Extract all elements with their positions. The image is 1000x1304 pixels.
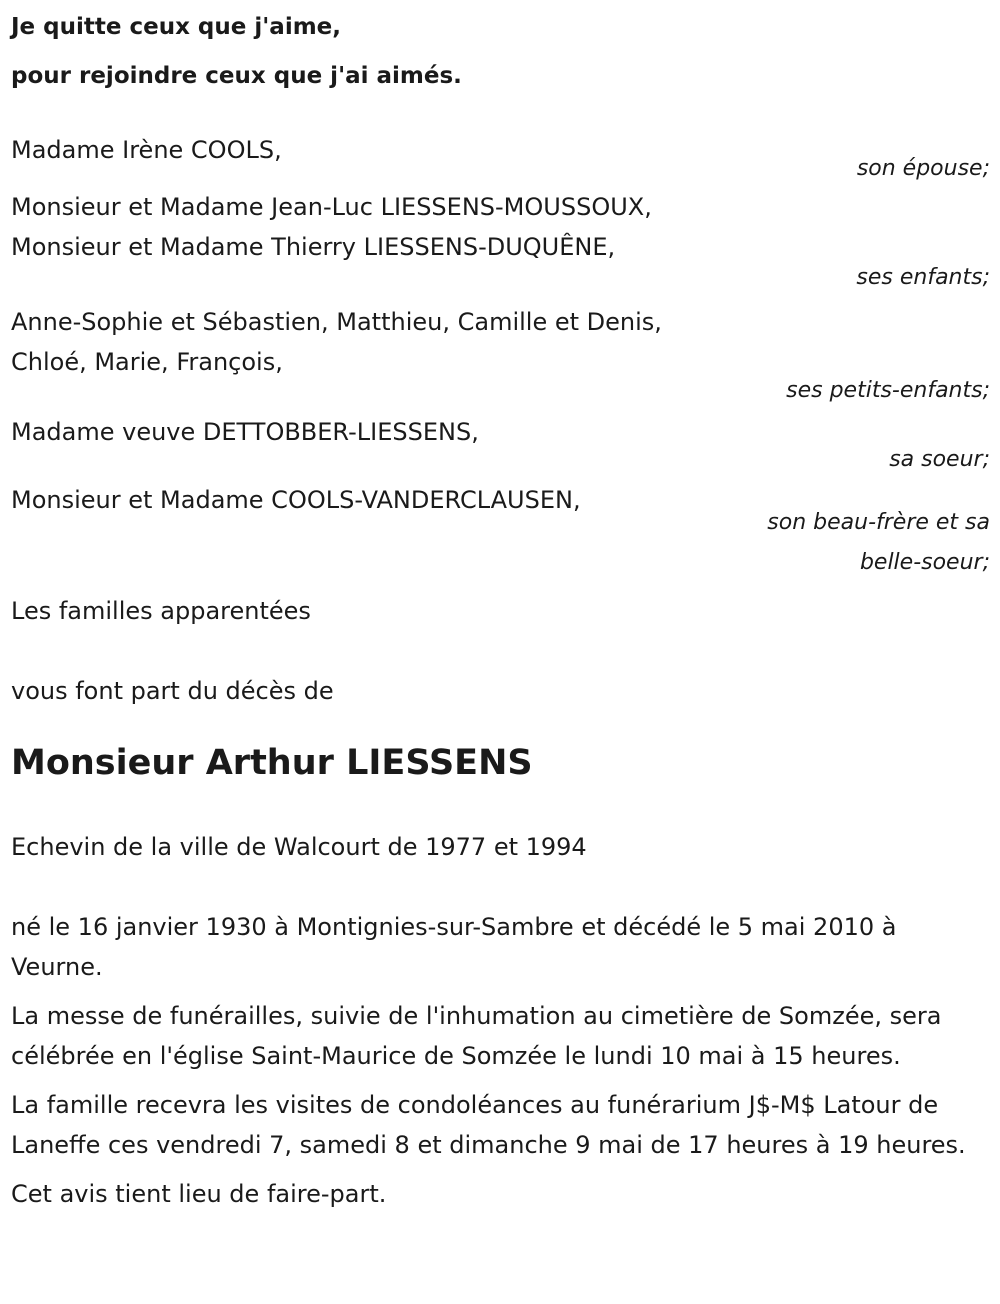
family-group-in-laws xyxy=(11,480,990,583)
family-role: ses petits-enfants; xyxy=(786,378,990,403)
family-group-children xyxy=(11,187,990,293)
family-member-name: Monsieur et Madame Thierry LIESSENS-DUQUÊNE, xyxy=(11,233,616,261)
announcement: vous font part du décès de xyxy=(11,677,334,705)
related-families: Les familles apparentées xyxy=(11,597,311,625)
family-group-grandchildren xyxy=(11,302,990,406)
family-role: sa soeur; xyxy=(889,447,990,472)
epigraph-line-1: Je quitte ceux que j'aime, xyxy=(11,14,342,40)
family-group-spouse xyxy=(11,130,990,184)
closing-note: Cet avis tient lieu de faire-part. xyxy=(11,1180,387,1208)
family-member-name: Monsieur et Madame Jean-Luc LIESSENS-MOUSSOUX, xyxy=(11,193,652,221)
deceased-title: Echevin de la ville de Walcourt de 1977 et 1994 xyxy=(11,833,587,861)
condolences-paragraph: La famille recevra les visites de condoléances au funérarium J$-M$ Latour de Laneffe ces vendredi 7, samedi 8 et dimanche 9 mai de 17 heures à 19 heures. xyxy=(11,1091,966,1159)
funeral-paragraph: La messe de funérailles, suivie de l'inhumation au cimetière de Somzée, sera célébrée en l'église Saint-Maurice de Somzée le lundi 10 mai à 15 heures. xyxy=(11,1002,942,1070)
family-role: ses enfants; xyxy=(856,265,990,290)
epigraph xyxy=(11,3,990,101)
family-member-name: Anne-Sophie et Sébastien, Matthieu, Camille et Denis, xyxy=(11,308,662,336)
family-role: son épouse; xyxy=(856,156,990,181)
family-group-sister xyxy=(11,412,990,475)
family-member-name: Chloé, Marie, François, xyxy=(11,348,283,376)
deceased-name: Monsieur Arthur LIESSENS xyxy=(11,743,533,783)
family-member-name: Madame veuve DETTOBBER-LIESSENS, xyxy=(11,418,479,446)
family-role-line-1: son beau-frère et sa xyxy=(767,510,990,535)
epigraph-line-2: pour rejoindre ceux que j'ai aimés. xyxy=(11,63,462,89)
obituary-notice xyxy=(0,3,1000,1304)
family-member-name: Monsieur et Madame COOLS-VANDERCLAUSEN, xyxy=(11,486,581,514)
family-role-line-2: belle-soeur; xyxy=(859,550,990,575)
birth-death-paragraph: né le 16 janvier 1930 à Montignies-sur-Sambre et décédé le 5 mai 2010 à Veurne. xyxy=(11,913,897,981)
family-member-name: Madame Irène COOLS, xyxy=(11,136,282,164)
